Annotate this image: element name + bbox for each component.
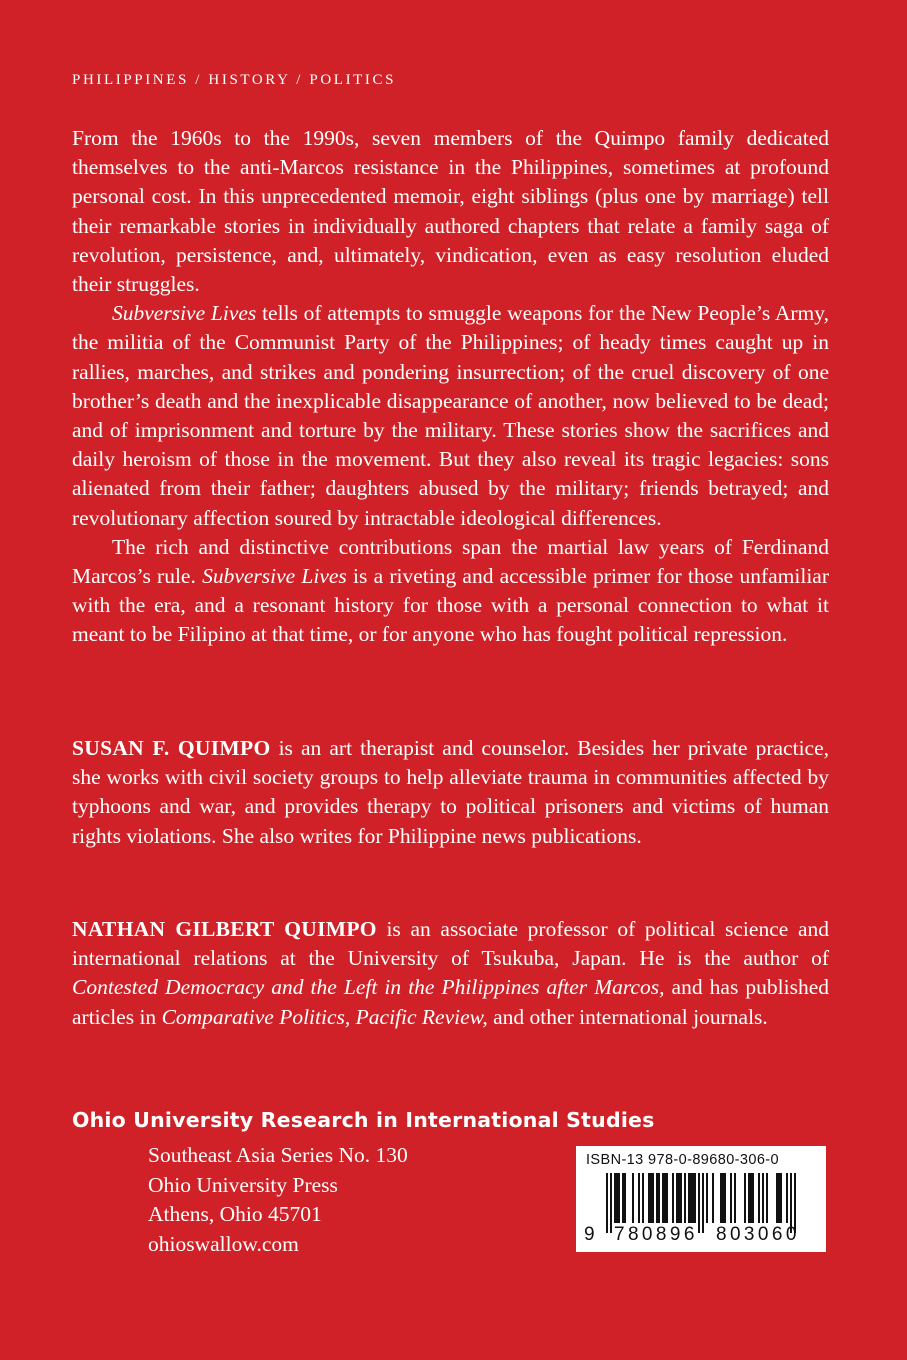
blurb-paragraph-1: From the 1960s to the 1990s, seven members of the Quimpo family dedicated themselves to the anti-Marcos resistance in the Philippines, sometimes at profound personal cost. In this unprecedented memoir, eight siblings (plus one by marriage) tell their remarkable stories in individually authored chapters that relate a family saga of revolution, persistence, and, ultimately, vindication, even as easy resolution eluded their struggles. — [72, 126, 829, 297]
barcode-bar — [720, 1173, 722, 1223]
barcode-bar — [706, 1173, 708, 1223]
address-line: Ohio University Press — [148, 1172, 338, 1197]
barcode-bar — [666, 1173, 668, 1223]
barcode-bar — [638, 1173, 640, 1223]
book-title: Subversive Lives — [202, 564, 347, 589]
barcode-bar — [762, 1173, 764, 1223]
barcode-bar — [650, 1173, 652, 1223]
category-label: PHILIPPINES / HISTORY / POLITICS — [72, 72, 397, 88]
barcode-bar — [676, 1173, 678, 1223]
author-book-title: Contested Democracy and the Left in the Philippines after Marcos, — [72, 975, 665, 1000]
book-title: Subversive Lives — [112, 301, 257, 326]
barcode-bar — [692, 1173, 694, 1223]
barcode-bar — [752, 1173, 754, 1223]
barcode-bar — [610, 1173, 612, 1233]
barcode-bar — [778, 1173, 780, 1223]
barcode-bar — [606, 1173, 608, 1233]
barcode-bar — [684, 1173, 686, 1223]
barcode-bar — [614, 1173, 616, 1223]
author-bio-text-a: is an associate professor of political science and international relations at the University of Tsukuba, Japan. He is the author of — [72, 917, 829, 971]
barcode-digit-lead: 9 — [584, 1224, 595, 1245]
barcode-digits-left: 780896 — [614, 1224, 698, 1245]
blurb-paragraph-2 — [72, 299, 829, 533]
barcode-bar — [624, 1173, 626, 1223]
barcode-bar — [712, 1173, 714, 1223]
publisher-address — [148, 1141, 408, 1259]
author-bio-text: is an art therapist and counselor. Besides her private practice, she works with civil society groups to help alleviate trauma in communities affected by typhoons and war, and provides therapy to political prisoners and victims of human rights violations. She also writes for Philippine news publications. — [72, 736, 829, 848]
isbn-label: ISBN-13 978-0-89680-306-0 — [586, 1152, 779, 1168]
barcode-bar — [618, 1173, 620, 1223]
barcode-bar — [616, 1173, 618, 1223]
author-name: SUSAN F. QUIMPO — [72, 736, 271, 760]
author-name: NATHAN GILBERT QUIMPO — [72, 917, 377, 941]
barcode-bar — [786, 1173, 788, 1223]
barcode-bar — [680, 1173, 682, 1223]
barcode-bar — [758, 1173, 760, 1223]
barcode-bar — [690, 1173, 692, 1223]
author-bio-susan — [72, 734, 829, 851]
barcode-bar — [658, 1173, 660, 1223]
series-line: Ohio University Research in International Studies — [72, 1108, 655, 1132]
barcode-bar — [688, 1173, 690, 1223]
author-bio-nathan — [72, 915, 829, 1032]
barcode-bar — [694, 1173, 696, 1223]
publisher-website: ohioswallow.com — [148, 1231, 299, 1256]
address-line: Athens, Ohio 45701 — [148, 1202, 322, 1226]
blurb-paragraph-2-text: tells of attempts to smuggle weapons for the New People’s Army, the militia of the Communist Party of the Philippines; of heady times caught up in rallies, marches, and strikes and pondering insurrection; of the cruel discovery of one brother’s death and the inexplicable disappearance of another, now believed to be dead; and of imprisonment and torture by the military. These stories show the sacrifices and daily heroism of those in the movement. But they also reveal its tragic legacies: sons alienated from their father; daughters abused by the military; friends betrayed; and revolutionary affection soured by intractable ideological differences. — [72, 301, 829, 530]
author-bio-text-c: and other international journals. — [487, 1004, 768, 1029]
address-line: Southeast Asia Series No. 130 — [148, 1143, 408, 1167]
barcode-bar — [748, 1173, 750, 1223]
barcode-bar — [656, 1173, 658, 1223]
barcode-bar — [744, 1173, 746, 1223]
barcode-bar — [766, 1173, 768, 1223]
barcode-bar — [622, 1173, 624, 1223]
barcode-bar — [642, 1173, 644, 1223]
barcode-bar — [652, 1173, 654, 1223]
barcode-bar — [662, 1173, 664, 1223]
barcode-bar — [724, 1173, 726, 1223]
blurb-paragraph-3-text-b: is a riveting and accessible primer for those unfamiliar with the era, and a resonant history for those with a personal connection to what it meant to be Filipino at that time, or for anyone who has fought political repression. — [72, 564, 829, 647]
barcode-bar — [698, 1173, 700, 1233]
journal-names: Comparative Politics, Pacific Review, — [161, 1004, 488, 1029]
barcode-bar — [664, 1173, 666, 1223]
barcode-digits-right: 803060 — [716, 1224, 800, 1245]
barcode-bar — [678, 1173, 680, 1223]
barcode-bar — [632, 1173, 634, 1223]
blurb-paragraph-3 — [72, 533, 829, 650]
barcode-bar — [750, 1173, 752, 1223]
barcode-bar — [722, 1173, 724, 1223]
barcode-bar — [734, 1173, 736, 1223]
blurb-paragraph-3-text-a: The rich and distinctive contributions span the martial law years of Ferdinand Marcos’s rule. — [72, 534, 829, 589]
barcode-bar — [672, 1173, 674, 1223]
barcode-bar — [780, 1173, 782, 1223]
barcode-bar — [776, 1173, 778, 1223]
isbn-barcode — [576, 1146, 826, 1252]
blurb — [72, 124, 829, 650]
author-bio-text-b: and has published articles in — [72, 975, 830, 1029]
barcode-bar — [648, 1173, 650, 1223]
barcode-bar — [730, 1173, 732, 1223]
barcode-bar — [702, 1173, 704, 1233]
